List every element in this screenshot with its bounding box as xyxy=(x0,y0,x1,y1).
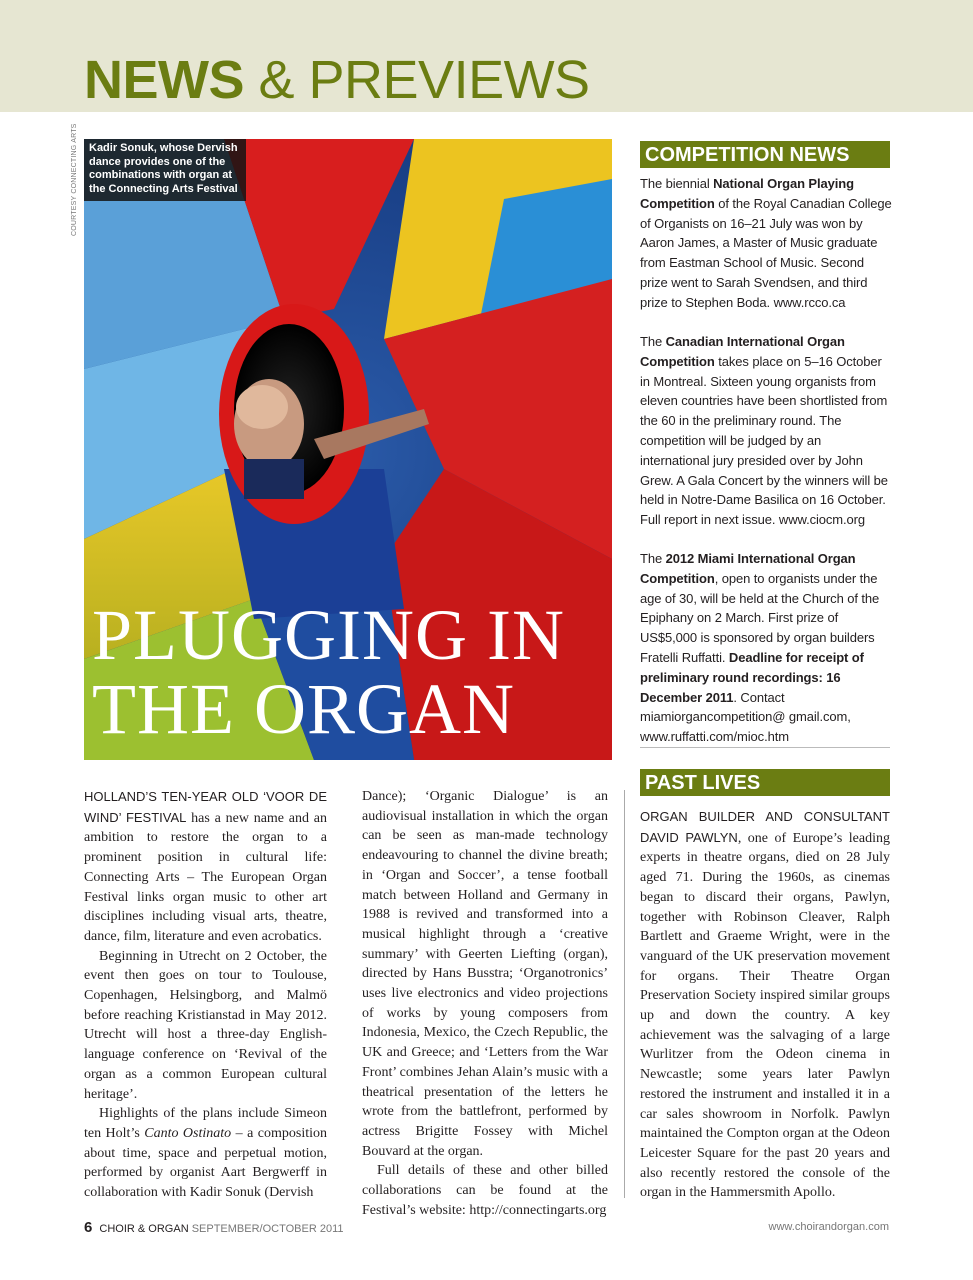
article-paragraph-2: Beginning in Utrecht on 2 October, the event then goes on tour to Toulouse, Copenhagen, Helsingborg, and Malmö before reaching Kristianstad in May 2012. Utrecht will host a three-day English-language conference on ‘Revival of the organ as a common European cultural heritage’. xyxy=(84,948,327,1102)
past-lives-heading: PAST LIVES xyxy=(640,769,890,796)
footer-website: www.choirandorgan.com xyxy=(768,1221,889,1233)
comp2-c: takes place on 5–16 October in Montreal. Sixteen young organists from eleven countries have been shortlisted from the 60 in the preliminary round. The competition will be judged by an international jury presided over by John Grew. A Gala Concert by the winners will be held in Notre-Dame Basilica on 16 October. Full report in next issue. www.ciocm.org xyxy=(640,353,888,528)
photo-caption: Kadir Sonuk, whose Dervish dance provides one of the combinations with organ at the Connecting Arts Festival xyxy=(84,139,246,201)
article-paragraph-3 xyxy=(84,1104,327,1203)
article-paragraph-3-cont: Dance); ‘Organic Dialogue’ is an audiovisual installation in which the organ can be seen as man-made technology endeavouring to channel the divine breath; in ‘Organ and Soccer’, a tense football match between Holland and Germany in 1988 is revived and transformed into a musical highlight through a ‘creative summary’ with Geerten Liefting (organ), directed by Hans Busstra; ‘Organotronics’ uses live electronics and video projections of works by young composers from Indonesia, Mexico, the Czech Republic, the UK and Greece; and ‘Letters from the War Front’ combines Jehan Alain’s music with a theatrical presentation of the letters he wrote from the battlefront, performed by actress Brigitte Fossey with Michel Bouvard at the organ. xyxy=(362,789,608,1159)
photo-credit xyxy=(57,123,78,240)
article-paragraph-4: Full details of these and other billed collaborations can be found at the Festival’s website: http://connectingarts.org xyxy=(362,1163,608,1218)
article-column-2 xyxy=(362,787,608,1220)
competition-news-heading: COMPETITION NEWS xyxy=(640,141,890,168)
article-title xyxy=(92,595,565,749)
comp2-b: Canadian International Organ Competition xyxy=(640,334,845,369)
comp3-e: . Contact miamiorgancompetition@ gmail.com, www.ruffatti.com/mioc.htm xyxy=(640,689,851,745)
section-divider xyxy=(640,747,890,748)
issue-date: SEPTEMBER/OCTOBER 2011 xyxy=(191,1223,344,1235)
article-p1-text: has a new name and an ambition to restore the organ to a prominent position in cultural life: Connecting Arts – The European Organ Festival links organ music to other art disciplines including visual arts, theatre, dance, film, literature and even acrobatics. xyxy=(84,810,327,944)
comp1-c: of the Royal Canadian College of Organists on 16–21 July was won by Aaron James, a Master of Music graduate from Eastman School of Music. Second prize went to Sarah Svendsen, and third prize to Stephen Boda. www.rcco.ca xyxy=(640,195,892,310)
article-p3-b-part1: – a composition about time, space and perpetual motion, performed by organist Aart Bergwerff in collaboration with Kadir Sonuk (Dervish xyxy=(84,1125,327,1201)
comp3-a: The xyxy=(640,551,666,566)
comp3-b: 2012 Miami International Organ Competition xyxy=(640,551,856,586)
comp1-b: National Organ Playing Competition xyxy=(640,176,854,211)
competition-item-1 xyxy=(640,174,892,313)
magazine-name: CHOIR & ORGAN xyxy=(99,1223,189,1235)
article-p3-a: Highlights of the plans include Simeon ten Holt’s xyxy=(84,1106,327,1141)
comp3-d: Deadline for receipt of preliminary round recordings: 16 December 2011 xyxy=(640,649,864,705)
past-lives-paragraph xyxy=(640,807,890,1203)
page-header xyxy=(0,0,973,112)
comp3-c: , open to organists under the age of 30, will be held at the Church of the Epiphany on 2 March. First prize of US$5,000 is sponsored by organ builders Fratelli Ruffatti. xyxy=(640,570,880,665)
article-title-line1: PLUGGING IN xyxy=(92,595,565,675)
article-title-line2: THE ORGAN xyxy=(92,669,515,749)
past-lives-text xyxy=(640,807,890,1203)
page-number: 6 xyxy=(84,1219,93,1236)
photo-credit-text: COURTESY CONNECTING ARTS xyxy=(71,123,78,236)
page-footer xyxy=(84,1219,344,1236)
article-lead: HOLLAND’S TEN-YEAR OLD ‘VOOR DE WIND’ FESTIVAL xyxy=(84,789,327,825)
comp1-a: The biennial xyxy=(640,176,714,191)
past-lives-body: , one of Europe’s leading experts in theatre organs, died on 28 July aged 71. During the 1960s, as cinemas began to discard their organs, Pawlyn, together with Robinson Cleaver, Ralph Bartlett and Graeme Wright, were in the vanguard of the UK preservation movement for organs. Their Theatre Organ Preservation Society inspired similar groups up and down the country. A key achievement was the salvaging of a large Wurlitzer from the Odeon cinema in Newcastle; some years later Pawlyn restored the instrument and installed it in a car sales showroom in Norfolk. Pawlyn maintained the Compton organ at the Odeon Leicester Square for the past 20 years and also recently restored the console of the organ in the Hammersmith Apollo. xyxy=(640,830,890,1201)
article-column-1 xyxy=(84,787,327,1203)
comp2-a: The xyxy=(640,334,666,349)
column-divider xyxy=(624,790,625,1198)
section-title-rest: & PREVIEWS xyxy=(244,50,590,110)
article-paragraph xyxy=(84,787,327,947)
competition-item-3 xyxy=(640,549,892,747)
past-lives-lead: ORGAN BUILDER AND CONSULTANT DAVID PAWLYN xyxy=(640,809,890,845)
article-p3-title: Canto Ostinato xyxy=(144,1125,232,1141)
section-title xyxy=(84,40,590,120)
section-title-bold: NEWS xyxy=(84,50,244,110)
competition-item-2 xyxy=(640,332,892,530)
